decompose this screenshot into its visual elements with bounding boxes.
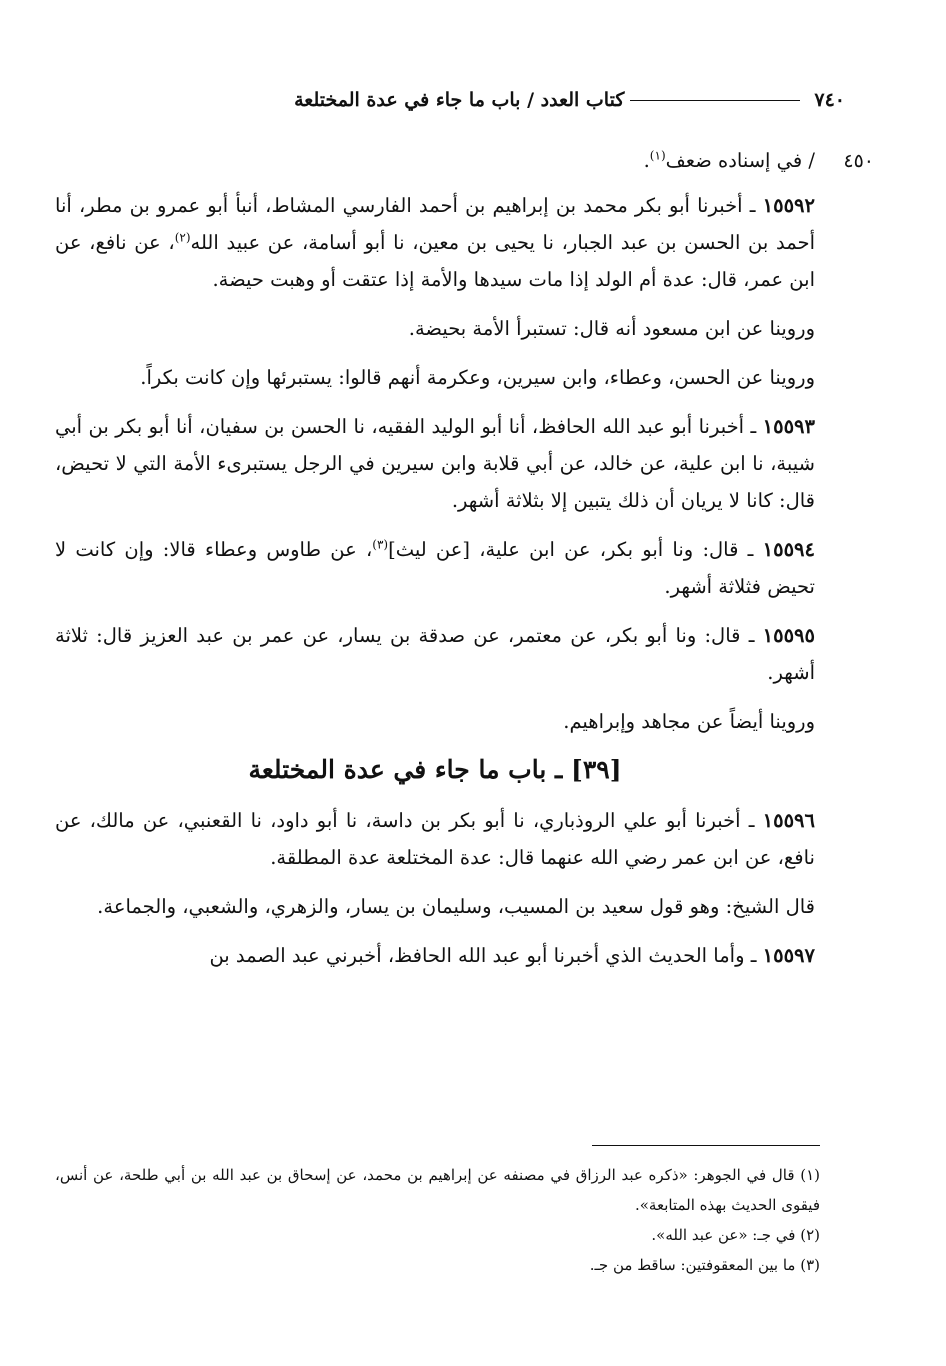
footnote-2: (٢) في جـ: «عن عبد الله». <box>651 1226 820 1244</box>
paragraph-ibn-masud <box>55 310 815 347</box>
paragraph-0 <box>55 142 815 179</box>
paragraph-text: وروينا عن ابن مسعود أنه قال: تستبرأ الأمة بحيضة. <box>408 317 815 340</box>
hadith-15595 <box>55 617 815 691</box>
hadith-number: ١٥٥٩٣ <box>762 415 815 438</box>
paragraph-shaykh <box>55 888 815 925</box>
hadith-text-cont: ، عن نافع، عن ابن عمر، قال: عدة أم الولد إذا مات سيدها والأمة إذا عتقت أو وهبت حيضة. <box>55 231 815 291</box>
original-page-number: ٤٥٠ <box>843 150 874 172</box>
hadith-text: ـ أخبرنا أبو عبد الله الحافظ، أنا أبو الوليد الفقيه، نا الحسن بن سفيان، أنا أبو بكر بن أبي شيبة، نا ابن علية، عن خالد، عن أبي قلابة وابن سيرين في الرجل يستبرىء الأمة التي لا تحيض، قال: كانا لا يريان أن ذلك يتبين إلا بثلاثة أشهر. <box>55 415 815 512</box>
hadith-number: ١٥٥٩٥ <box>762 624 815 647</box>
hadith-15594 <box>55 531 815 605</box>
header-title: كتاب العدد / باب ما جاء في عدة المختلعة <box>294 89 625 111</box>
hadith-number: ١٥٥٩٧ <box>762 944 815 967</box>
hadith-15597 <box>55 937 815 974</box>
paragraph-mujahid <box>55 703 815 740</box>
hadith-text: ـ أخبرنا أبو علي الروذباري، نا أبو بكر بن داسة، نا أبو داود، نا القعنبي، عن مالك، عن نافع، عن ابن عمر رضي الله عنهما قال: عدة المختلعة عدة المطلقة. <box>55 809 815 869</box>
paragraph-hasan <box>55 359 815 396</box>
hadith-number: ١٥٥٩٦ <box>762 809 815 832</box>
footnote-ref-1: (١) <box>649 148 666 163</box>
footnote-ref-3: (٣) <box>372 537 389 552</box>
footnote-divider <box>592 1145 820 1146</box>
hadith-text-cont: ، عن طاوس وعطاء قالا: وإن كانت لا تحيض فثلاثة أشهر. <box>55 538 815 598</box>
header-rule <box>630 100 800 101</box>
hadith-text: ـ وأما الحديث الذي أخبرنا أبو عبد الله الحافظ، أخبرني عبد الصمد بن <box>209 944 763 967</box>
hadith-15593 <box>55 408 815 519</box>
footnote-1: (١) قال في الجوهر: «ذكره عبد الرزاق في مصنفه عن إبراهيم بن محمد، عن إسحاق بن عبد الله بن أبي طلحة، عن أنس، فيقوى الحديث بهذه المتابعة». <box>55 1166 820 1214</box>
footnote-3: (٣) ما بين المعقوفتين: ساقط من جـ. <box>589 1256 820 1274</box>
hadith-text: ـ قال: ونا أبو بكر، عن ابن علية، [عن ليث] <box>388 538 763 561</box>
paragraph-text: وروينا أيضاً عن مجاهد وإبراهيم. <box>563 710 815 733</box>
footnotes <box>55 1160 820 1280</box>
footnote-ref-2: (٢) <box>174 230 191 245</box>
paragraph-end: . <box>643 149 650 172</box>
chapter-title: [٣٩] ـ باب ما جاء في عدة المختلعة <box>248 755 622 784</box>
page-number: ٧٤٠ <box>814 89 845 111</box>
hadith-text: ـ أخبرنا أبو بكر محمد بن إبراهيم بن أحمد الفارسي المشاط، أنبأ أبو عمرو بن مطر، أنا أحمد بن الحسن بن عبد الجبار، نا يحيى بن معين، نا أبو أسامة، عن عبيد الله <box>55 194 815 254</box>
hadith-number: ١٥٥٩٤ <box>762 538 815 561</box>
hadith-text: ـ قال: ونا أبو بكر، عن معتمر، عن صدقة بن يسار، عن عمر بن عبد العزيز قال: ثلاثة أشهر. <box>55 624 815 684</box>
hadith-15596 <box>55 802 815 876</box>
main-text <box>55 142 815 986</box>
running-header <box>55 84 845 116</box>
hadith-15592 <box>55 187 815 298</box>
paragraph-text: وروينا عن الحسن، وعطاء، وابن سيرين، وعكرمة أنهم قالوا: يستبرئها وإن كانت بكراً. <box>140 366 815 389</box>
paragraph-text: / في إسناده ضعف <box>665 149 815 172</box>
hadith-number: ١٥٥٩٢ <box>762 194 815 217</box>
paragraph-text: قال الشيخ: وهو قول سعيد بن المسيب، وسليمان بن يسار، والزهري، والشعبي، والجماعة. <box>97 895 815 918</box>
